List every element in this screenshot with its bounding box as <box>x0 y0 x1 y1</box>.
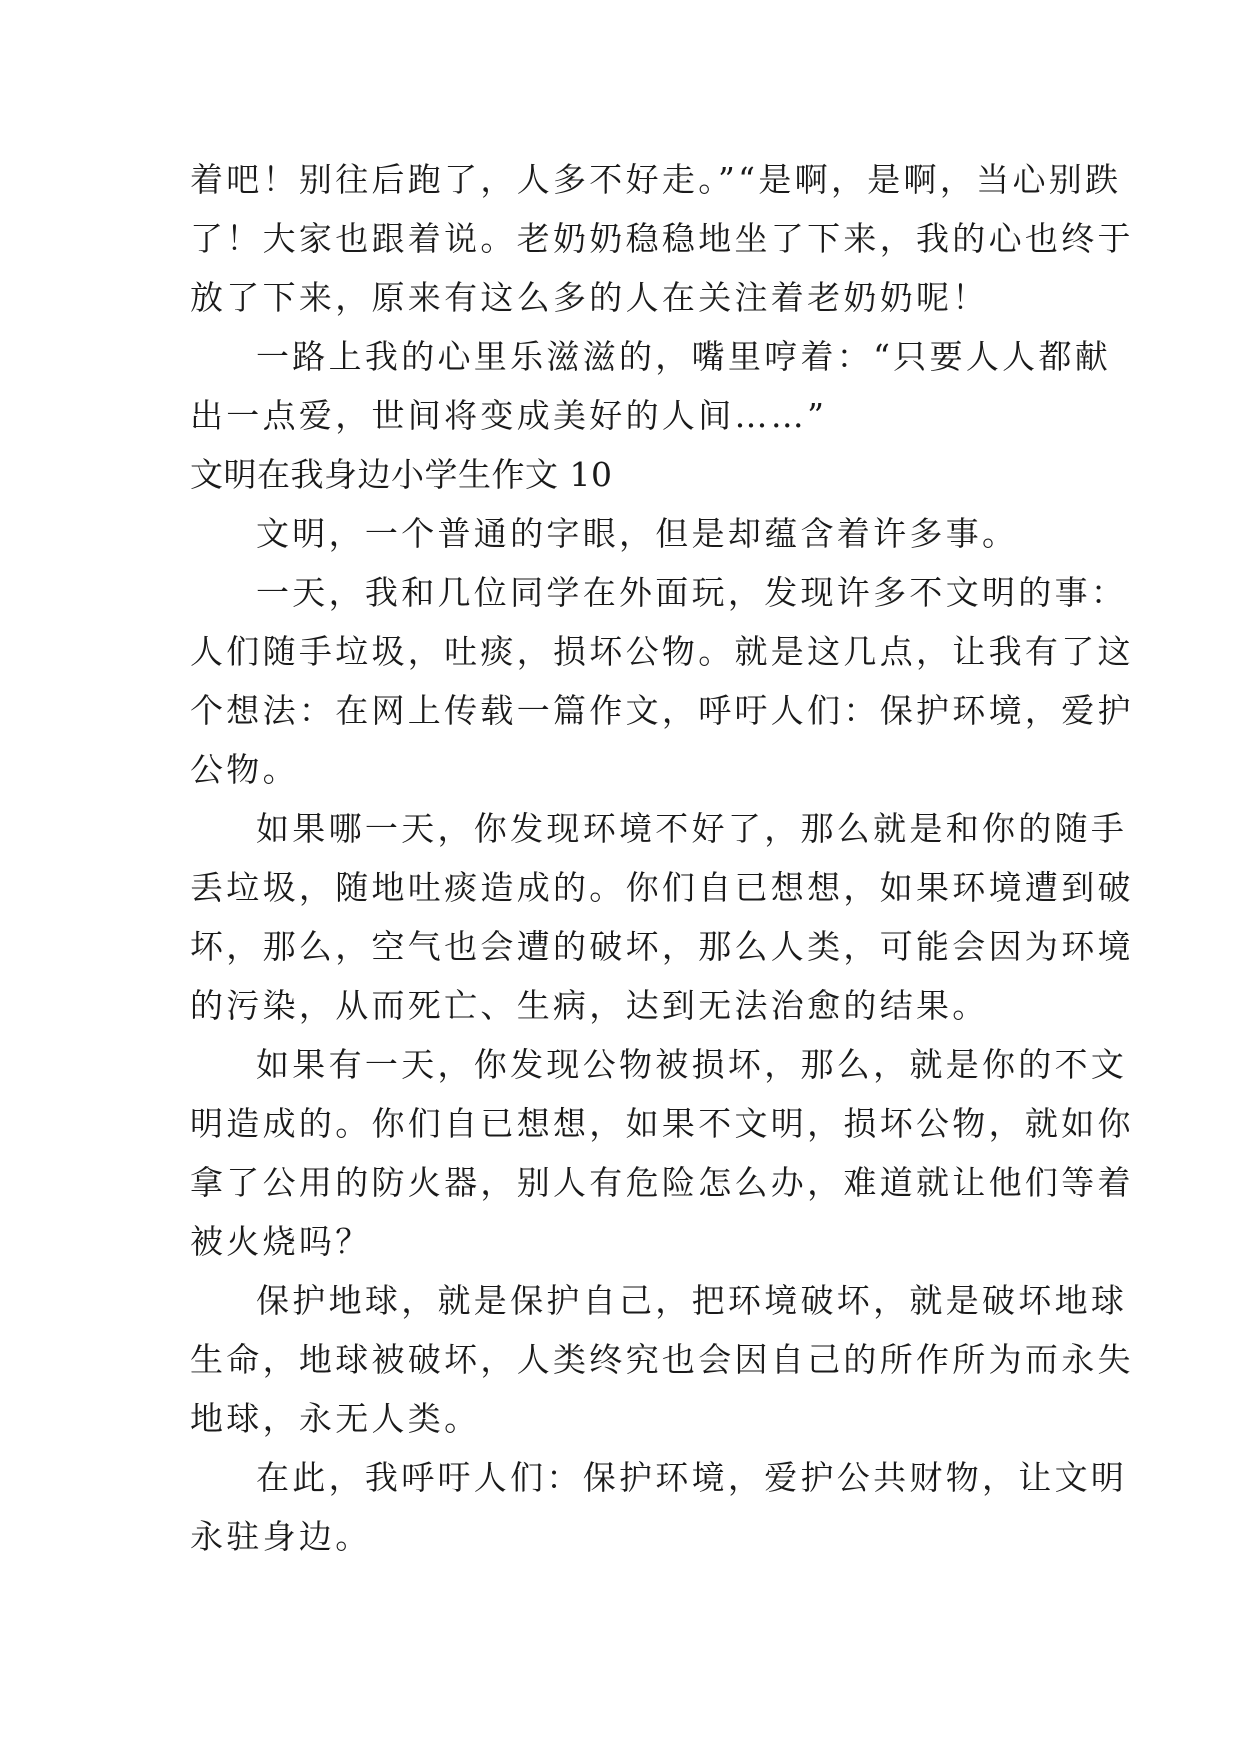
section-title: 文明在我身边小学生作文 10 <box>190 455 613 494</box>
paragraph-start: 保护地球，就是保护自己，把环境破坏，就是破坏地球 <box>256 1281 1128 1320</box>
text-line: 坏，那么，空气也会遭的破坏，那么人类，可能会因为环境 <box>190 927 1134 966</box>
text-line: 人们随手垃圾，吐痰，损坏公物。就是这几点，让我有了这 <box>190 632 1134 671</box>
text-line: 地球，永无人类。 <box>190 1399 481 1438</box>
paragraph-start: 如果有一天，你发现公物被损坏，那么，就是你的不文 <box>256 1045 1128 1084</box>
text-line: 永驻身边。 <box>190 1517 372 1556</box>
paragraph-start: 如果哪一天，你发现环境不好了，那么就是和你的随手 <box>256 809 1128 848</box>
paragraph-start: 在此，我呼吁人们：保护环境，爱护公共财物，让文明 <box>256 1458 1128 1497</box>
text-line: 着吧！别往后跑了，人多不好走。”“是啊，是啊，当心别跌 <box>190 160 1122 199</box>
text-line: 个想法：在网上传载一篇作文，呼吁人们：保护环境，爱护 <box>190 691 1134 730</box>
text-line: 公物。 <box>190 750 299 789</box>
text-line: 拿了公用的防火器，别人有危险怎么办，难道就让他们等着 <box>190 1163 1134 1202</box>
paragraph-start: 文明，一个普通的字眼，但是却蕴含着许多事。 <box>256 514 1019 553</box>
document-body <box>190 150 1134 1566</box>
text-line: 明造成的。你们自已想想，如果不文明，损坏公物，就如你 <box>190 1104 1134 1143</box>
text-line: 生命，地球被破坏，人类终究也会因自己的所作所为而永失 <box>190 1340 1134 1379</box>
text-line: 了！大家也跟着说。老奶奶稳稳地坐了下来，我的心也终于 <box>190 219 1134 258</box>
text-line: 的污染，从而死亡、生病，达到无法治愈的结果。 <box>190 986 989 1025</box>
text-line: 丢垃圾，随地吐痰造成的。你们自已想想，如果环境遭到破 <box>190 868 1134 907</box>
text-line: 出一点爱，世间将变成美好的人间……” <box>190 396 828 435</box>
text-line: 放了下来，原来有这么多的人在关注着老奶奶呢！ <box>190 278 989 317</box>
paragraph-start: 一路上我的心里乐滋滋的，嘴里哼着：“只要人人都献 <box>256 337 1112 376</box>
paragraph-start: 一天，我和几位同学在外面玩，发现许多不文明的事： <box>256 573 1128 612</box>
text-line: 被火烧吗？ <box>190 1222 372 1261</box>
